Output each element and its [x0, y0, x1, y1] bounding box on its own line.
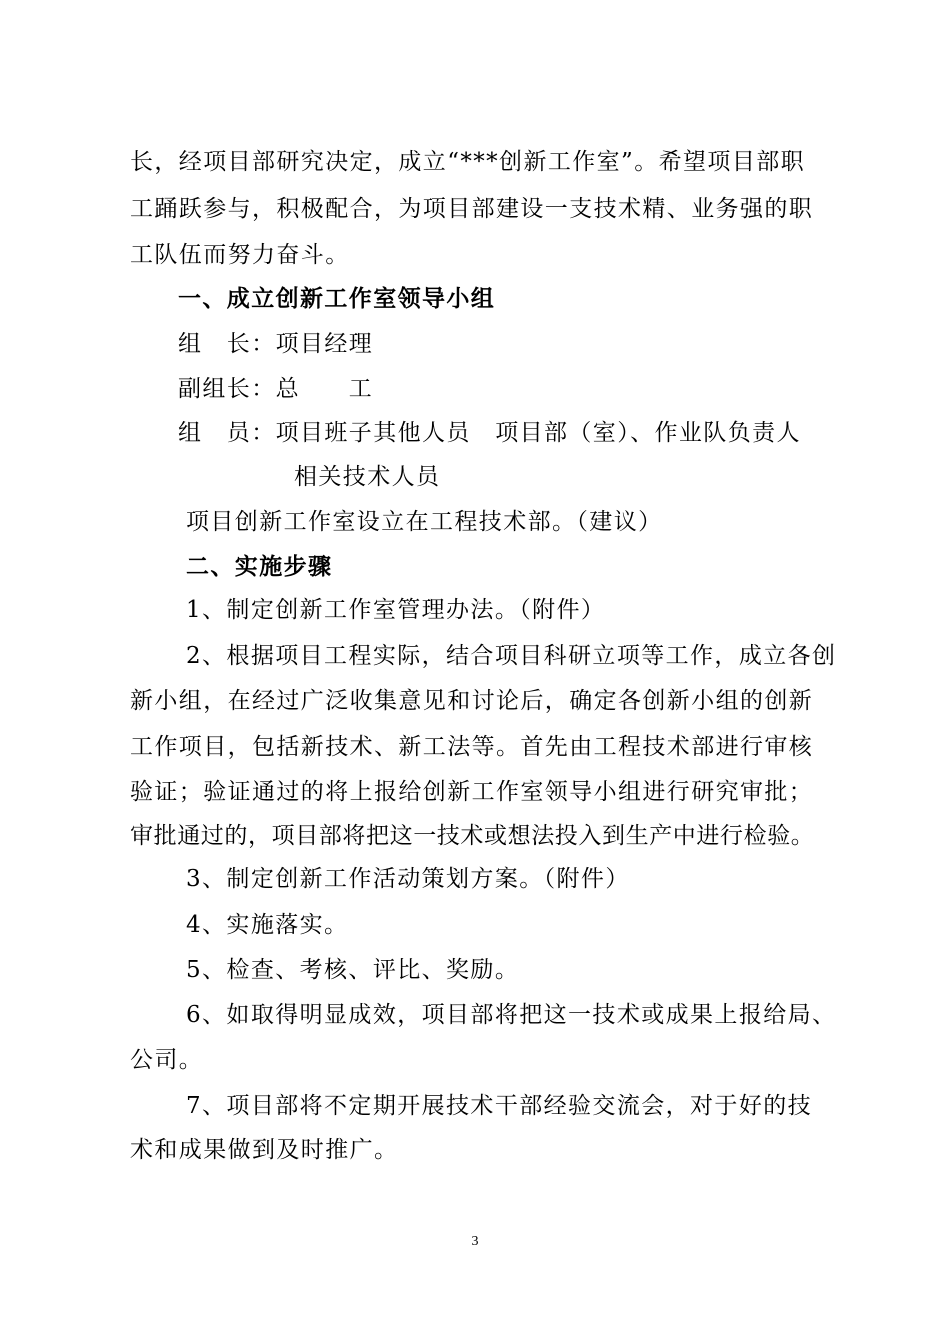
step-7-line: 7、项目部将不定期开展技术干部经验交流会，对于好的技 [186, 1093, 813, 1119]
section-heading-2: 二、实施步骤 [186, 553, 333, 580]
step-2-line: 新小组，在经过广泛收集意见和讨论后，确定各创新小组的创新 [130, 688, 814, 714]
section-heading-1: 一、成立创新工作室领导小组 [178, 285, 496, 312]
paragraph-line: 长，经项目部研究决定，成立“***创新工作室”。希望项目部职 [130, 149, 806, 175]
member-line-members-continued: 相关技术人员 [294, 464, 441, 490]
step-4: 4、实施落实。 [186, 912, 349, 938]
page-number: 3 [471, 1234, 479, 1249]
step-2-line: 工作项目，包括新技术、新工法等。首先由工程技术部进行审核 [130, 734, 814, 760]
step-3: 3、制定创新工作活动策划方案。（附件） [186, 866, 630, 892]
step-2-line: 审批通过的，项目部将把这一技术或想法投入到生产中进行检验。 [130, 823, 815, 849]
step-5: 5、检查、考核、评比、奖励。 [186, 957, 520, 983]
step-1: 1、制定创新工作室管理办法。（附件） [186, 597, 606, 623]
member-line-deputy: 副组长：总 工 [178, 376, 374, 402]
member-line-members: 组 员：项目班子其他人员 项目部（室）、作业队负责人 [178, 420, 801, 446]
step-2-line: 2、根据项目工程实际，结合项目科研立项等工作，成立各创 [186, 643, 837, 669]
step-6-line: 6、如取得明显成效，项目部将把这一技术或成果上报给局、 [186, 1002, 837, 1028]
paragraph-line: 工队伍而努力奋斗。 [130, 242, 350, 268]
paragraph-line: 项目创新工作室设立在工程技术部。（建议） [186, 509, 663, 535]
member-line-leader: 组 长：项目经理 [178, 331, 374, 357]
paragraph-line: 工踊跃参与，积极配合，为项目部建设一支技术精、业务强的职 [130, 196, 814, 222]
step-2-line: 验证；验证通过的将上报给创新工作室领导小组进行研究审批； [130, 779, 814, 805]
step-6-line: 公司。 [130, 1047, 204, 1073]
step-7-line: 术和成果做到及时推广。 [130, 1137, 399, 1163]
